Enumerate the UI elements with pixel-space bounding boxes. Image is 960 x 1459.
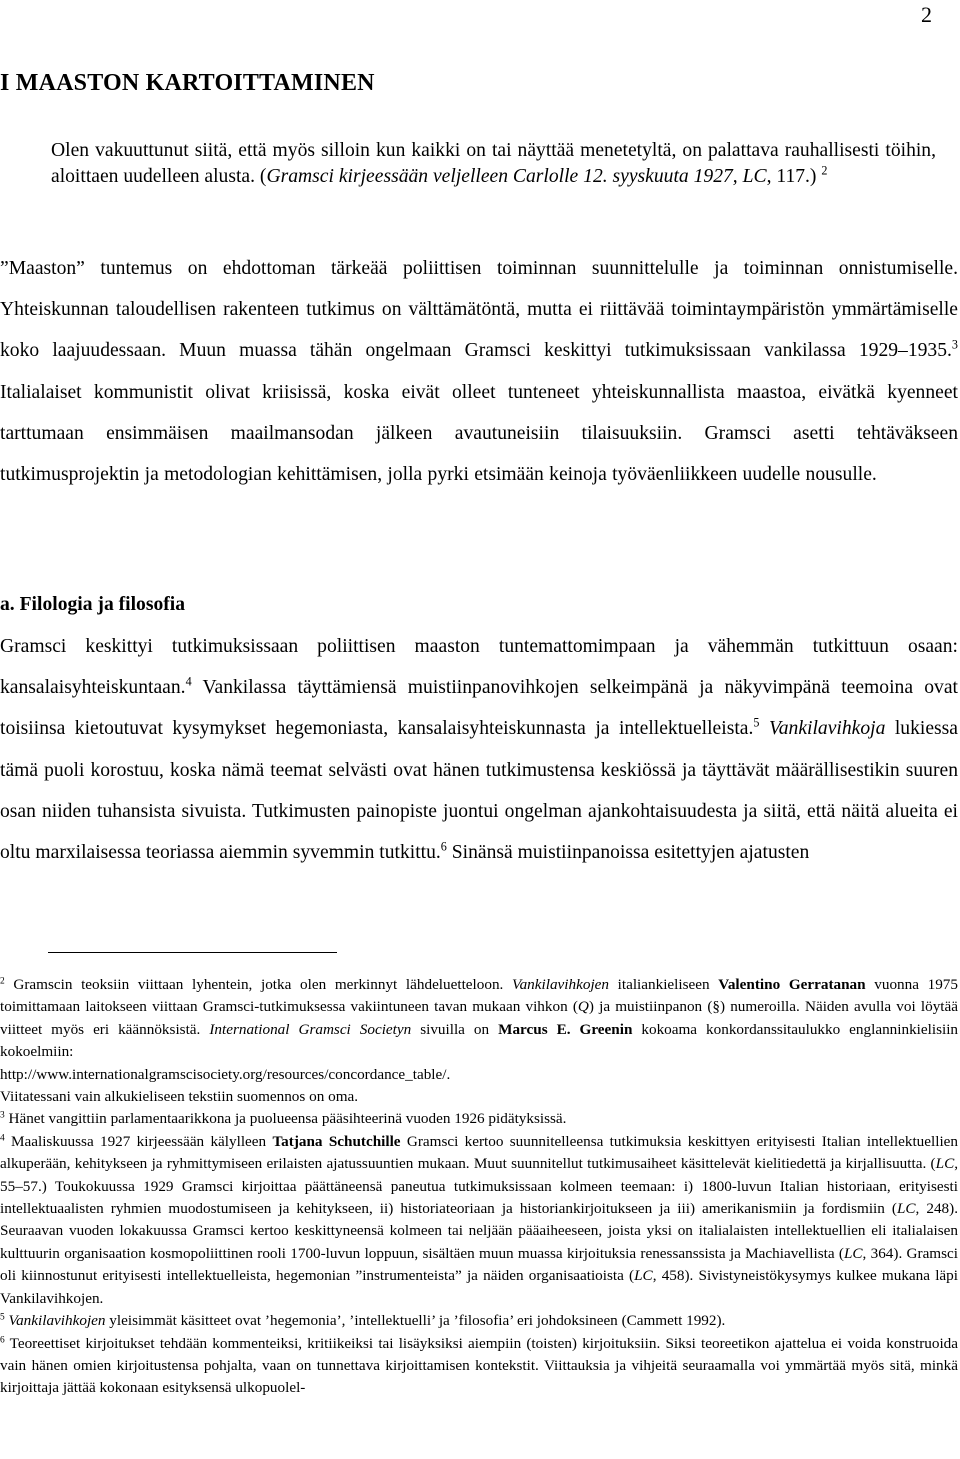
footnote-ref-6[interactable]: 6 (440, 839, 447, 854)
footnote-separator (48, 952, 337, 953)
footnote-2-url[interactable]: http://www.internationalgramscisociety.org/resources/concordance_table/. (0, 1065, 451, 1083)
epigraph-source-close: , 117.) (766, 166, 817, 187)
epigraph (51, 138, 936, 190)
chapter-title: I MAASTON KARTOITTAMINEN (0, 70, 375, 96)
epigraph-source: Gramsci kirjeessään veljelleen Carlolle 12. syyskuuta 1927, LC (266, 166, 767, 187)
footnote-2-note: Viitatessani vain alkukieliseen tekstiin suomennos on oma. (0, 1088, 359, 1106)
footnote-ref-4[interactable]: 4 (185, 674, 192, 689)
section-heading: a. Filologia ja filosofia (0, 594, 186, 615)
epigraph-lc: LC (742, 166, 767, 187)
footnote-ref-5[interactable]: 5 (753, 716, 760, 731)
footnotes (0, 974, 958, 1400)
epigraph-text: Olen vakuuttunut siitä, että myös silloin kun kaikki on tai näyttää menetetyltä, on palattava rauhallisesti töihin, aloittaen uudelleen alusta. (51, 140, 936, 187)
footnote-4: $^4$ Maaliskuussa 1927 kirjeessään kälylleen Tatjana Schutchille Gramsci kertoo suunnitelleensa tutkimuksia keskittyen erityisesti Italian intellektuellien alkuperään, kehitykseen ja ryhmittymiseen erilaisten ajatussuuntien mukaan. Muut suunnitellut tutkimusaiheet käsittelevät kielitiedettä ja kirjallisuutta. (LC, 55–57.) Toukokuussa 1929 Gramsci kirjoittaa päättäneensä paneutua tutkimuksissaan kolmeen teemaan: i) 1800-luvun Italian historiaan, erityisesti intellektuaalisten ryhmien muodostumiseen ja kehitykseen, ii) historiateoriaan ja historiankirjoitukseen ja iii) amerikanismiin ja fordismiin (LC, 248). Seuraavan vuoden lokakuussa Gramsci kertoo keskittyneensä kolmeen tai neljään pääaiheeseen, joista yksi on italialaisten intellektuellien eli italialaisen kulttuurin organisaation kosmopoliittinen rooli 1700-luvun loppuun, sisältäen muun muassa kirjoituksia renessanssista ja Machiavellista (LC, 364). Gramsci oli kiinnostunut erityisesti intellektuelleista, hegemonian ”instrumenteista” ja näiden organisaatioista (LC, 458). Sivistyneistökysymys kulkee mukana läpi Vankilavihkojen. (0, 1132, 959, 1307)
section-paragraph: Gramsci keskittyi tutkimuksissaan poliittisen maaston tuntemattomimpaan ja vähemmän tutkittuun osaan: kansalaisyhteiskuntaan.$^4$ Vankilassa täyttämiensä muistiinpanovihkojen selkeimpänä ja näkyvimpänä teemoina ovat toisiinsa kietoutuvat kysymykset hegemoniasta, kansalaisyhteiskunnasta ja intellektuelleista.$^5$ Vankilavihkoja lukiessa tämä puoli korostuu, koska nämä teemat selvästi ovat hänen tutkimustensa keskiössä ja täyttävät määrällisestikin suuren osan niiden tuhansista sivuista. Tutkimusten painopiste juontui ongelman ajankohtaisuudesta ja siitä, että näitä alueita ei oltu marxilaisessa teoriassa aiemmin syvemmin tutkittu.$^6$ Sinänsä muistiinpanoissa esitettyjen ajatusten (0, 636, 958, 864)
footnote-ref-3[interactable]: 3 (951, 338, 958, 353)
page-number: 2 (921, 2, 932, 27)
book-title: Vankilavihkoja (768, 718, 886, 740)
intro-paragraph: ”Maaston” tuntemus on ehdottoman tärkeää poliittisen toiminnan suunnittelulle ja toiminnan onnistumiselle. Yhteiskunnan taloudellisen rakenteen tutkimus on välttämätöntä, mutta ei riittävää toimintaympäristön ymmärtämiselle koko laajuudessaan. Muun muassa tähän ongelmaan Gramsci keskittyi tutkimuksissaan vankilassa 1929–1935.$^3$ Italialaiset kommunistit olivat kriisissä, koska eivät olleet tunteneet yhteiskunnallista maastoa, eivätkä kyenneet tarttumaan ensimmäisen maailmansodan jälkeen avautuneisiin tilaisuuksiin. Gramsci asetti tehtäväkseen tutkimusprojektin ja metodologian kehittämisen, jolla pyrki etsimään keinoja työväenliikkeen uudelle nousulle. (0, 258, 958, 486)
footnote-2: $^2$ Gramscin teoksiin viittaan lyhentein, jotka olen merkinnyt lähdeluetteloon. Vankilavihkojen italiankieliseen Valentino Gerratanan vuonna 1975 toimittamaan laitokseen viittaan Gramsci-tutkimuksessa vakiintuneen tavan mukaan vihkon (Q) ja muistiinpanon (§) numeroilla. Näiden avulla voi löytää viitteet myös eri käännöksistä. International Gramsci Societyn sivuilla on Marcus E. Greenin kokoama konkordanssitaulukko englanninkielisiin kokoelmiin: (0, 976, 959, 1061)
epigraph-source-open: ( (259, 166, 267, 187)
footnote-6: $^6$ Teoreettiset kirjoitukset tehdään kommenteiksi, kritiikeiksi tai lisäyksiksi aiempiin (toisten) kirjoituksiin. Siksi teoreetikon ajattelua ei voida konstruoida vain hänen omien kirjoitustensa pohjalta, vaan on tunnettava kirjoittamisen kontekstit. Viittauksia ja vihjeitä seuraamalla voi ymmärtää myös sitä, minkä kirjoittaja jättää kokonaan esityksensä ulkopuolel- (0, 1334, 958, 1397)
footnote-3: $^3$ Hänet vangittiin parlamentaarikkona ja puolueensa pääsihteerinä vuoden 1926 pidätyksissä. (0, 1110, 567, 1128)
footnote-ref-2[interactable]: 2 (821, 163, 828, 178)
footnote-5: $^5$ Vankilavihkojen yleisimmät käsitteet ovat ’hegemonia’, ’intellektuelli’ ja ’filosofia’ eri johdoksineen (Cammett 1992). (0, 1312, 726, 1330)
